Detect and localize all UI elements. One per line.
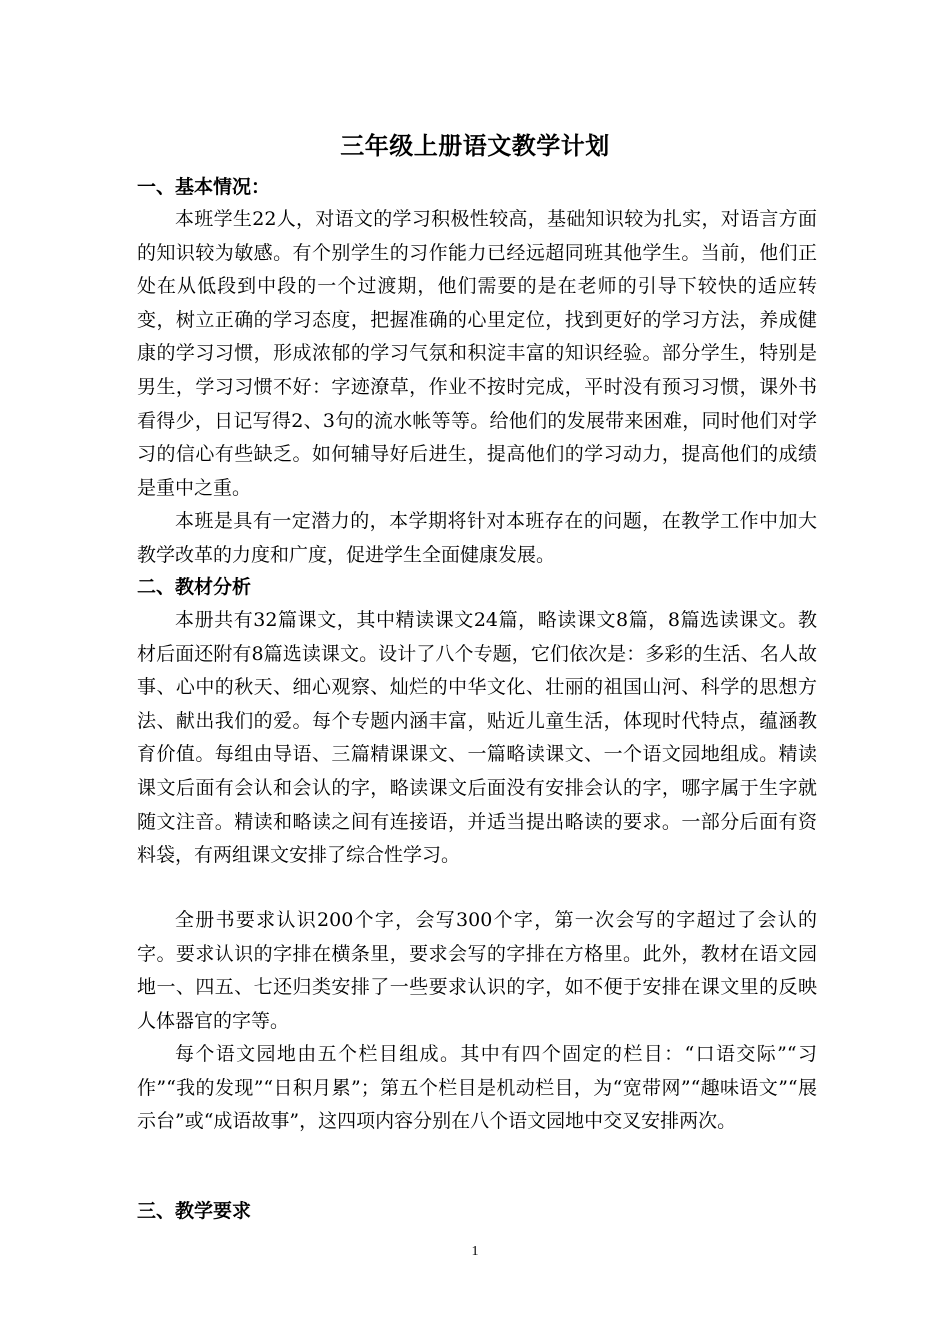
paragraph-textbook-analysis-1: 本册共有32篇课文，其中精读课文24篇，略读课文8篇，8篇选读课文。教材后面还附有8篇选读课文。设计了八个专题，它们依次是：多彩的生活、名人故事、心中的秋天、细心观察、灿烂的中华文化、壮丽的祖国山河、科学的思想方法、献出我们的爱。每个专题内涵丰富，贴近儿童生活，体现时代特点，蕴涵教育价值。每组由导语、三篇精课课文、一篇略读课文、一个语文园地组成。精读课文后面有会认和会认的字，略读课文后面没有安排会认的字，哪字属于生字就随文注音。精读和略读之间有连接语，并适当提出略读的要求。一部分后面有资料袋，有两组课文安排了综合性学习。: [137, 609, 817, 867]
paragraph-textbook-analysis-3: 每个语文园地由五个栏目组成。其中有四个固定的栏目：“口语交际”“习作”“我的发现”“日积月累”；第五个栏目是机动栏目，为“宽带网”“趣味语文”“展示台”或“成语故事”，这四项内容分别在八个语文园地中交叉安排两次。: [137, 1043, 817, 1133]
section-heading-basic-situation: 一、基本情况：: [137, 176, 271, 198]
paragraph-basic-situation-2: 本班是具有一定潜力的，本学期将针对本班存在的问题，在教学工作中加大教学改革的力度和广度，促进学生全面健康发展。: [137, 510, 817, 566]
section-heading-teaching-requirements: 三、教学要求: [137, 1200, 252, 1222]
document-title: 三年级上册语文教学计划: [340, 132, 610, 160]
page-number: 1: [471, 1244, 479, 1259]
paragraph-basic-situation-1: 本班学生22人，对语文的学习积极性较高，基础知识较为扎实，对语言方面的知识较为敏感。有个别学生的习作能力已经远超同班其他学生。当前，他们正处在从低段到中段的一个过渡期，他们需要的是在老师的引导下较快的适应转变，树立正确的学习态度，把握准确的心里定位，找到更好的学习方法，养成健康的学习习惯，形成浓郁的学习气氛和积淀丰富的知识经验。部分学生，特别是男生，学习习惯不好：字迹潦草，作业不按时完成，平时没有预习习惯，课外书看得少，日记写得2、3句的流水帐等等。给他们的发展带来困难，同时他们对学习的信心有些缺乏。如何辅导好后进生，提高他们的学习动力，提高他们的成绩是重中之重。: [137, 208, 817, 499]
paragraph-textbook-analysis-2: 全册书要求认识200个字，会写300个字，第一次会写的字超过了会认的字。要求认识的字排在横条里，要求会写的字排在方格里。此外，教材在语文园地一、四五、七还归类安排了一些要求认识的字，如不便于安排在课文里的反映人体器官的字等。: [137, 909, 817, 1032]
section-heading-textbook-analysis: 二、教材分析: [137, 576, 252, 598]
